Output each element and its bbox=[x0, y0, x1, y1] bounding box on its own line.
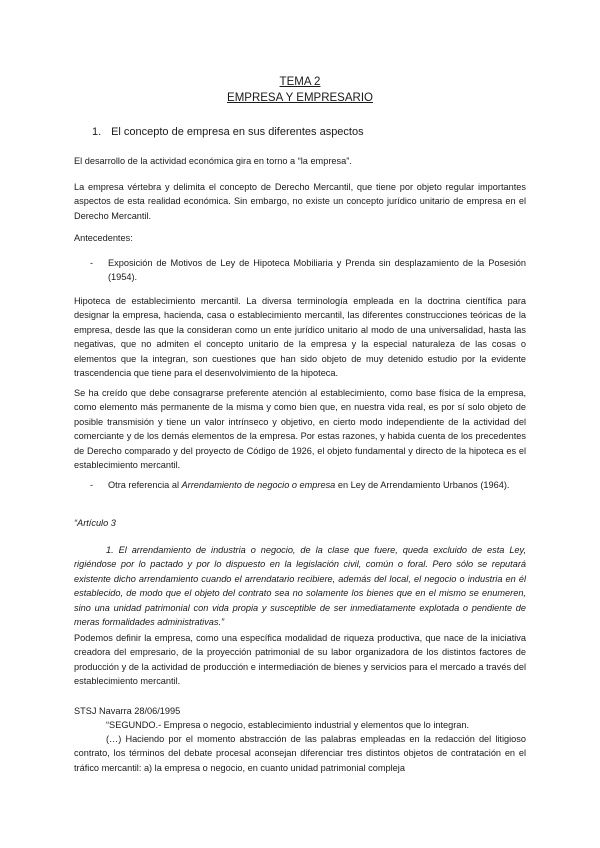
citation-stsj: STSJ Navarra 28/06/1995 bbox=[74, 706, 181, 716]
paragraph-intro: El desarrollo de la actividad económica gira en torno a “la empresa”. bbox=[74, 156, 352, 166]
section-heading bbox=[92, 126, 364, 138]
paragraph-abstraccion: (…) Haciendo por el momento abstracción de las palabras empleadas en la redacción del litigioso contrato, los términos del debate procesal aconsejan diferenciar tres distintos objetos de contratación en el tráfico mercantil: a) la empresa o negocio, en cuanto unidad patrimonial compleja bbox=[74, 734, 526, 773]
bullet-dash: - bbox=[90, 480, 94, 490]
document-subtitle: EMPRESA Y EMPRESARIO bbox=[227, 92, 373, 104]
paragraph-segundo: “SEGUNDO.- Empresa o negocio, establecimiento industrial y elementos que lo integran. bbox=[106, 720, 470, 730]
list-item bbox=[90, 256, 526, 285]
document-title: TEMA 2 bbox=[279, 76, 321, 88]
antecedentes-label: Antecedentes: bbox=[74, 233, 133, 243]
section-title: El concepto de empresa en sus diferentes aspectos bbox=[111, 126, 364, 138]
paragraph-empresa: La empresa vértebra y delimita el concepto de Derecho Mercantil, que tiene por objeto regular importantes aspectos de esta realidad económica. Sin embargo, no existe un concepto jurídico unitario de empresa en el Derecho Mercantil. bbox=[74, 182, 526, 221]
bullet-text: Otra referencia al Arrendamiento de negocio o empresa en Ley de Arrendamiento Urbanos (1964). bbox=[108, 480, 510, 490]
bullet-text: Exposición de Motivos de Ley de Hipoteca Mobiliaria y Prenda sin desplazamiento de la Posesión (1954). bbox=[108, 258, 526, 283]
paragraph-establecimiento: Se ha creído que debe consagrarse preferente atención al establecimiento, como base física de la empresa, como elemento más permanente de la misma y como bien que, en nuestra vida real, es por sí solo objeto de posible transmisión y tiene un valor intrínseco y objetivo, en cierto modo independiente de la actividad del comerciante y de los demás elementos de la empresa. Por estas razones, y habida cuenta de los precedentes de Derecho comparado y del proyecto de Código de 1926, el objeto fundamental y directo de la hipoteca es el establecimiento mercantil. bbox=[74, 388, 526, 471]
paragraph-hipoteca: Hipoteca de establecimiento mercantil. La diversa terminología empleada en la doctrina científica para designar la empresa, hacienda, casa o establecimiento mercantil, las diferentes construcciones teóricas de la empresa, desde las que la consideran como un ente jurídico unitario al modo de una universalidad, hasta las negativas, que no admiten el concepto unitario de la empresa y la especial naturaleza de las cosas o elementos que la integran, son cuestiones que han sido objeto de muy detenido estudio por la evidente trascendencia que tiene para el desenvolvimiento de la hipoteca. bbox=[74, 296, 526, 379]
paragraph-definicion: Podemos definir la empresa, como una específica modalidad de riqueza productiva, que nace de la iniciativa creadora del empresario, de la proyección patrimonial de su labor organizadora de los distintos factores de producción y de la actividad de producción e intermediación de bienes y servicios para el mercado a través del establecimiento mercantil. bbox=[74, 633, 526, 687]
quote-body: 1. El arrendamiento de industria o negocio, de la clase que fuere, queda excluido de esta Ley, rigiéndose por lo pactado y por lo dispuesto en la legislación civil, común o foral. Pero sólo se reputará existente dicho arrendamiento cuando el arrendatario recibiere, además del local, el negocio o industria en él establecido, de modo que el objeto del contrato sea no solamente los bienes que en el mismo se enumeren, sino una unidad patrimonial con vida propia y susceptible de ser inmediatamente explotada o pendiente de meras formalidades administrativas.” bbox=[74, 545, 526, 628]
bullet-dash: - bbox=[90, 258, 94, 268]
section-number: 1. bbox=[92, 126, 102, 138]
quote-heading: “Artículo 3 bbox=[74, 518, 116, 528]
list-item bbox=[90, 478, 526, 492]
